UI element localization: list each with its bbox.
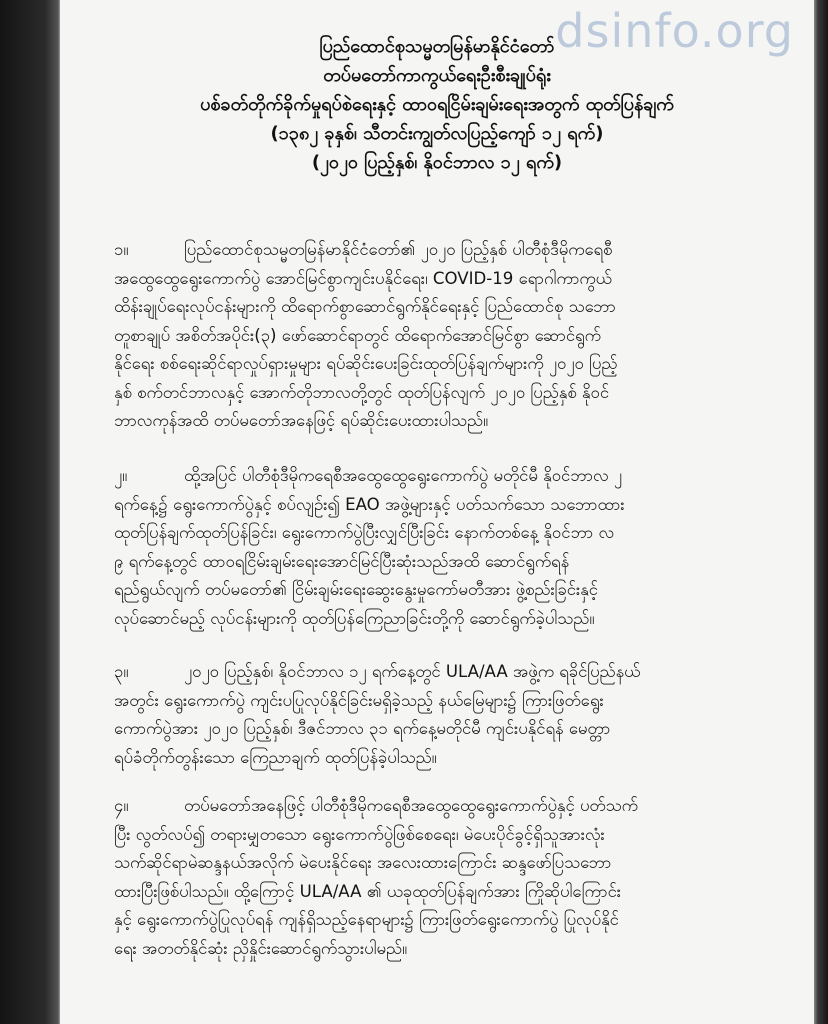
paragraph-line: တူစာချုပ် အစိတ်အပိုင်း(၃) ဖော်ဆောင်ရာတွင် ထိရောက်အောင်မြင်စွာ ဆောင်ရွက် — [114, 325, 601, 345]
paragraph-line — [114, 236, 790, 265]
paragraph-text: ၂၀၂၀ ပြည့်နှစ်၊ နိုဝင်ဘာလ ၁၂ ရက်နေ့တွင် ULA/AA အဖွဲ့က ရခိုင်ပြည်နယ် — [184, 662, 641, 681]
paragraph-line — [114, 658, 790, 687]
paragraph-3 — [114, 658, 790, 772]
paragraph-line: အတွင်း ရွေးကောက်ပွဲ ကျင်းပပြုလုပ်နိုင်ခြင်းမရှိခဲ့သည့် နယ်မြေများ၌ ကြားဖြတ်ရွေး — [114, 690, 604, 710]
header-line-3: ပစ်ခတ်တိုက်ခိုက်မှုရပ်စဲရေးနှင့် ထာဝရငြိမ်းချမ်းရေးအတွက် ထုတ်ပြန်ချက် — [200, 94, 674, 115]
paragraph-text: ပြည်ထောင်စုသမ္မတမြန်မာနိုင်ငံတော်၏ ၂၀၂၀ ပြည့်နှစ် ပါတီစုံဒီမိုကရေစီ — [184, 240, 613, 259]
paragraph-line — [114, 462, 790, 491]
header-line-4: (၁၃၈၂ ခုနှစ်၊ သီတင်းကျွတ်လပြည့်ကျော် ၁၂ ရက်) — [270, 123, 604, 144]
paragraph-line: နှင့် ရွေးကောက်ပွဲပြုလုပ်ရန် ကျန်ရှိသည့်နေရာများ၌ ကြားဖြတ်ရွေးကောက်ပွဲ ပြုလုပ်နိုင် — [114, 910, 619, 929]
paragraph-number: ၁။ — [114, 240, 129, 259]
paragraph-line: သက်ဆိုင်ရာမဲဆန္ဒနယ်အလိုက် မဲပေးနိုင်ရေး အလေးထားကြောင်း ဆန္ဒဖော်ပြသဘော — [114, 853, 612, 872]
paragraph-number: ၃။ — [114, 662, 129, 681]
paragraph-line: နိုင်ရေး စစ်ရေးဆိုင်ရာလှုပ်ရှားမှုများ ရပ်ဆိုင်းပေးခြင်းထုတ်ပြန်ချက်များကို ၂၀၂၀ ပြည့် — [114, 354, 618, 373]
document-header — [60, 32, 814, 177]
paragraph-2 — [114, 462, 790, 633]
paragraph-4 — [114, 792, 790, 963]
paragraph-line: ပြီး လွတ်လပ်၍ တရားမျှတသော ရွေးကောက်ပွဲဖြစ်စေရေး၊ မဲပေးပိုင်ခွင့်ရှိသူအားလုံး — [114, 824, 605, 844]
paragraph-line: နှစ် စက်တင်ဘာလနှင့် အောက်တိုဘာလတို့တွင် ထုတ်ပြန်လျက် ၂၀၂၀ ပြည့်နှစ် နိုဝင် — [114, 382, 610, 402]
paragraph-line: ထုတ်ပြန်ချက်ထုတ်ပြန်ခြင်း၊ ရွေးကောက်ပွဲပြီးလျှင်ပြီးခြင်း နောက်တစ်နေ့ နိုဝင်ဘာ လ — [114, 523, 615, 542]
paragraph-line: ကောက်ပွဲအား ၂၀၂၀ ပြည့်နှစ်၊ ဒီဇင်ဘာလ ၃၁ ရက်နေ့မတိုင်မီ ကျင်းပနိုင်ရန် မေတ္တာ — [114, 719, 611, 738]
paragraph-line: ဘာလကုန်အထိ တပ်မတော်အနေဖြင့် ရပ်ဆိုင်းပေးထားပါသည်။ — [114, 411, 489, 430]
paragraph-1 — [114, 236, 790, 436]
paragraph-text: တပ်မတော်အနေဖြင့် ပါတီစုံဒီမိုကရေစီအထွေထွေရွေးကောက်ပွဲနှင့် ပတ်သက် — [184, 796, 638, 815]
paragraph-line: ရပ်ခံတိုက်တွန်းသော ကြေညာချက် ထုတ်ပြန်ခဲ့ပါသည်။ — [114, 747, 437, 767]
watermark: dsinfo.org — [555, 4, 794, 58]
paragraph-line: လုပ်ဆောင်မည့် လုပ်ငန်းများကို ထုတ်ပြန်ကြေညာခြင်းတို့ကို ဆောင်ရွက်ခဲ့ပါသည်။ — [114, 608, 595, 628]
header-line-5: (၂၀၂၀ ပြည့်နှစ်၊ နိုဝင်ဘာလ ၁၂ ရက်) — [311, 152, 563, 173]
paragraph-line: ထားပြီးဖြစ်ပါသည်။ ထို့ကြောင့် ULA/AA ၏ ယခုထုတ်ပြန်ချက်အား ကြိုဆိုပါကြောင်း — [114, 881, 621, 901]
paragraph-text: ထို့အပြင် ပါတီစုံဒီမိုကရေစီအထွေထွေရွေးကောက်ပွဲ မတိုင်မီ နိုဝင်ဘာလ ၂ — [184, 466, 623, 485]
document-page — [60, 0, 814, 1024]
paragraph-number: ၄။ — [114, 796, 129, 815]
header-line-2: တပ်မတော်ကာကွယ်ရေးဦးစီးချုပ်ရုံး — [323, 65, 551, 86]
paragraph-line: ၉ ရက်နေ့တွင် ထာဝရငြိမ်းချမ်းရေးအောင်မြင်ပြီးဆုံးသည်အထိ ဆောင်ရွက်ရန် — [114, 551, 570, 571]
paragraph-line: အထွေထွေရွေးကောက်ပွဲ အောင်မြင်စွာကျင်းပနိုင်ရေး၊ COVID-19 ရောဂါကာကွယ် — [114, 268, 612, 288]
right-frame-border — [814, 0, 828, 1024]
left-frame-border — [0, 0, 60, 1024]
paragraph-line: ထိန်းချုပ်ရေးလုပ်ငန်းများကို ထိရောက်စွာဆောင်ရွက်နိုင်ရေးနှင့် ပြည်ထောင်စု သဘော — [114, 297, 616, 316]
paragraph-number: ၂။ — [114, 466, 128, 485]
paragraph-line: ရေး အတတ်နိုင်ဆုံး ညှိနှိုင်းဆောင်ရွက်သွားပါမည်။ — [114, 938, 408, 958]
paragraph-line: ရက်နေ့၌ ရွေးကောက်ပွဲနှင့် စပ်လျဉ်း၍ EAO အဖွဲ့များနှင့် ပတ်သက်သော သဘောထား — [114, 494, 625, 514]
paragraph-line: ရည်ရွယ်လျက် တပ်မတော်၏ ငြိမ်းချမ်းရေးဆွေးနွေးမှုကော်မတီအား ဖွဲ့စည်းခြင်းနှင့် — [114, 580, 598, 599]
paragraph-line — [114, 792, 790, 821]
header-line-1: ပြည်ထောင်စုသမ္မတမြန်မာနိုင်ငံတော် — [319, 36, 555, 57]
